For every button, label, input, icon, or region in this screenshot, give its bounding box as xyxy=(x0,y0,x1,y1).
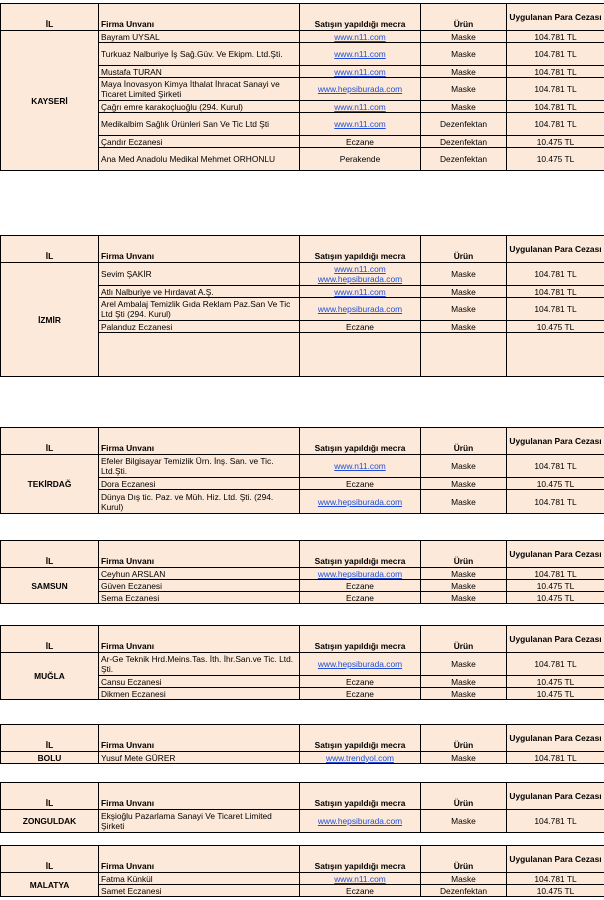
channel-text: Eczane xyxy=(346,136,374,147)
province-table xyxy=(0,845,604,897)
fine-amount: 10.475 TL xyxy=(507,688,604,700)
product: Maske xyxy=(421,66,507,78)
header-firma: Firma Unvanı xyxy=(99,236,300,263)
channel-text: Eczane xyxy=(346,676,374,687)
product: Maske xyxy=(421,592,507,604)
header-urun: Ürün xyxy=(421,626,507,653)
channel-link[interactable]: www.n11.com xyxy=(334,66,386,77)
fine-amount: 104.781 TL xyxy=(507,31,604,43)
product: Maske xyxy=(421,101,507,113)
channel-link[interactable]: www.n11.com xyxy=(334,101,386,112)
province-table xyxy=(0,724,604,764)
company-name: Çandır Eczanesi xyxy=(99,136,300,148)
sales-channel xyxy=(300,263,421,286)
company-name: Ceyhun ARSLAN xyxy=(99,568,300,580)
header-il: İL xyxy=(1,4,99,31)
header-urun: Ürün xyxy=(421,846,507,873)
sales-channel xyxy=(300,810,421,833)
header-urun: Ürün xyxy=(421,236,507,263)
company-name: Medikalbim Sağlık Ürünleri San Ve Tic Ltd Şti xyxy=(99,113,300,136)
header-il: İL xyxy=(1,626,99,653)
company-name: Maya İnovasyon Kimya İthalat İhracat Sanayi ve Ticaret Limited Şirketi xyxy=(99,78,300,101)
header-urun: Ürün xyxy=(421,4,507,31)
header-il: İL xyxy=(1,783,99,810)
sales-channel xyxy=(300,653,421,676)
product: Maske xyxy=(421,653,507,676)
product: Maske xyxy=(421,580,507,592)
header-ceza: Uygulanan Para Cezası xyxy=(507,4,604,31)
header-row xyxy=(1,626,604,653)
product: Maske xyxy=(421,490,507,514)
product: Dezenfektan xyxy=(421,136,507,148)
sales-channel xyxy=(300,568,421,580)
company-name: Dünya Dış tic. Paz. ve Müh. Hiz. Ltd. Şti. (294. Kurul) xyxy=(99,490,300,514)
product xyxy=(421,333,507,377)
product: Maske xyxy=(421,78,507,101)
province-name: ZONGULDAK xyxy=(1,810,99,833)
company-name: Fatma Künkül xyxy=(99,873,300,885)
fine-amount: 104.781 TL xyxy=(507,653,604,676)
header-ceza: Uygulanan Para Cezası xyxy=(507,236,604,263)
channel-text: Eczane xyxy=(346,592,374,603)
province-name: KAYSERİ xyxy=(1,31,99,171)
fine-amount: 10.475 TL xyxy=(507,321,604,333)
product: Dezenfektan xyxy=(421,113,507,136)
channel-link[interactable]: www.hepsiburada.com xyxy=(317,496,403,507)
company-name: Sema Eczanesi xyxy=(99,592,300,604)
company-name: Ana Med Anadolu Medikal Mehmet ORHONLU xyxy=(99,148,300,171)
sales-channel xyxy=(300,148,421,171)
province-table xyxy=(0,235,604,377)
table-row xyxy=(1,810,604,833)
company-name: Palanduz Eczanesi xyxy=(99,321,300,333)
province-name: SAMSUN xyxy=(1,568,99,604)
channel-text: Eczane xyxy=(346,885,374,896)
sales-channel xyxy=(300,676,421,688)
company-name xyxy=(99,333,300,377)
province-table xyxy=(0,3,604,171)
company-name: Mustafa TURAN xyxy=(99,66,300,78)
sales-channel xyxy=(300,136,421,148)
fine-amount: 10.475 TL xyxy=(507,478,604,490)
fine-amount: 104.781 TL xyxy=(507,43,604,66)
channel-link[interactable]: www.n11.com xyxy=(334,873,386,884)
header-il: İL xyxy=(1,541,99,568)
header-urun: Ürün xyxy=(421,725,507,752)
header-row xyxy=(1,541,604,568)
product: Maske xyxy=(421,676,507,688)
channel-link[interactable]: www.n11.com xyxy=(334,461,386,471)
product: Maske xyxy=(421,810,507,833)
table-row xyxy=(1,873,604,885)
province-name: MALATYA xyxy=(1,873,99,897)
sales-channel xyxy=(300,580,421,592)
product: Maske xyxy=(421,298,507,321)
header-ceza: Uygulanan Para Cezası xyxy=(507,783,604,810)
channel-link[interactable]: www.n11.com xyxy=(334,119,386,129)
channel-text: Eczane xyxy=(346,321,374,332)
sales-channel xyxy=(300,333,421,377)
table-row xyxy=(1,752,604,764)
company-name: Yusuf Mete GÜRER xyxy=(99,752,300,764)
company-name: Çağrı emre karakoçluoğlu (294. Kurul) xyxy=(99,101,300,113)
fine-amount: 104.781 TL xyxy=(507,298,604,321)
header-urun: Ürün xyxy=(421,428,507,455)
sales-channel xyxy=(300,321,421,333)
fine-amount: 104.781 TL xyxy=(507,810,604,833)
header-mecra: Satışın yapıldığı mecra xyxy=(300,4,421,31)
fine-amount: 104.781 TL xyxy=(507,752,604,764)
product: Dezenfektan xyxy=(421,148,507,171)
sales-channel xyxy=(300,66,421,78)
product: Maske xyxy=(421,455,507,478)
header-row xyxy=(1,783,604,810)
province-name: BOLU xyxy=(1,752,99,764)
header-row xyxy=(1,725,604,752)
sales-channel xyxy=(300,490,421,514)
table-row xyxy=(1,263,604,286)
sales-channel xyxy=(300,592,421,604)
header-il: İL xyxy=(1,236,99,263)
sales-channel xyxy=(300,31,421,43)
product: Maske xyxy=(421,873,507,885)
header-mecra: Satışın yapıldığı mecra xyxy=(300,626,421,653)
sales-channel xyxy=(300,78,421,101)
company-name: Efeler Bilgisayar Temizlik Ürn. İnş. San. ve Tic. Ltd.Şti. xyxy=(99,455,300,478)
product: Maske xyxy=(421,568,507,580)
header-ceza: Uygulanan Para Cezası xyxy=(507,725,604,752)
fine-amount: 10.475 TL xyxy=(507,676,604,688)
fine-amount: 104.781 TL xyxy=(507,101,604,113)
company-name: Güven Eczanesi xyxy=(99,580,300,592)
sales-channel xyxy=(300,478,421,490)
company-name: Ekşioğlu Pazarlama Sanayi Ve Ticaret Limited Şirketi xyxy=(99,810,300,833)
sales-channel xyxy=(300,298,421,321)
header-il: İL xyxy=(1,428,99,455)
company-name: Dora Eczanesi xyxy=(99,478,300,490)
channel-link[interactable]: www.hepsiburada.com xyxy=(317,659,403,669)
sales-channel xyxy=(300,113,421,136)
header-mecra: Satışın yapıldığı mecra xyxy=(300,783,421,810)
product: Maske xyxy=(421,286,507,298)
table-row xyxy=(1,568,604,580)
company-name: Sevim ŞAKİR xyxy=(99,263,300,286)
province-name: TEKİRDAĞ xyxy=(1,455,99,514)
product: Maske xyxy=(421,478,507,490)
product: Maske xyxy=(421,688,507,700)
channel-text: Perakende xyxy=(339,154,381,164)
channel-link[interactable]: www.hepsiburada.com xyxy=(317,84,403,94)
channel-link[interactable]: www.trendyol.com xyxy=(326,752,394,763)
header-mecra: Satışın yapıldığı mecra xyxy=(300,236,421,263)
header-mecra: Satışın yapıldığı mecra xyxy=(300,428,421,455)
channel-link[interactable]: www.hepsiburada.com xyxy=(317,274,403,284)
header-ceza: Uygulanan Para Cezası xyxy=(507,428,604,455)
company-name: Bayram UYSAL xyxy=(99,31,300,43)
channel-link[interactable]: www.hepsiburada.com xyxy=(317,304,403,314)
channel-link[interactable]: www.n11.com xyxy=(334,31,386,42)
sales-channel xyxy=(300,873,421,885)
header-row xyxy=(1,4,604,31)
product: Dezenfektan xyxy=(421,885,507,897)
company-name: Dikmen Eczanesi xyxy=(99,688,300,700)
table-row xyxy=(1,31,604,43)
header-firma: Firma Unvanı xyxy=(99,846,300,873)
channel-text: Eczane xyxy=(346,688,374,699)
channel-text: Eczane xyxy=(346,580,374,591)
province-table xyxy=(0,540,604,604)
header-ceza: Uygulanan Para Cezası xyxy=(507,541,604,568)
sales-channel xyxy=(300,688,421,700)
province-table xyxy=(0,427,604,514)
header-ceza: Uygulanan Para Cezası xyxy=(507,846,604,873)
fine-amount: 104.781 TL xyxy=(507,286,604,298)
product: Maske xyxy=(421,321,507,333)
header-row xyxy=(1,236,604,263)
company-name: Arel Ambalaj Temizlik Gıda Reklam Paz.San Ve Tic Ltd Şti (294. Kurul) xyxy=(99,298,300,321)
company-name: Cansu Eczanesi xyxy=(99,676,300,688)
channel-link[interactable]: www.n11.com xyxy=(334,49,386,59)
header-row xyxy=(1,428,604,455)
header-firma: Firma Unvanı xyxy=(99,4,300,31)
fine-amount: 10.475 TL xyxy=(507,136,604,148)
company-name: Turkuaz Nalburiye İş Sağ.Güv. Ve Ekipm. Ltd.Şti. xyxy=(99,43,300,66)
fine-amount: 104.781 TL xyxy=(507,490,604,514)
product: Maske xyxy=(421,752,507,764)
fine-amount: 104.781 TL xyxy=(507,568,604,580)
header-il: İL xyxy=(1,846,99,873)
product: Maske xyxy=(421,263,507,286)
fine-amount xyxy=(507,333,604,377)
fine-amount: 104.781 TL xyxy=(507,66,604,78)
product: Maske xyxy=(421,43,507,66)
fine-amount: 10.475 TL xyxy=(507,148,604,171)
channel-link[interactable]: www.hepsiburada.com xyxy=(317,816,403,826)
sales-channel xyxy=(300,43,421,66)
header-firma: Firma Unvanı xyxy=(99,783,300,810)
header-firma: Firma Unvanı xyxy=(99,541,300,568)
channel-link[interactable]: www.hepsiburada.com xyxy=(317,568,403,579)
fine-amount: 104.781 TL xyxy=(507,455,604,478)
header-ceza: Uygulanan Para Cezası xyxy=(507,626,604,653)
header-firma: Firma Unvanı xyxy=(99,725,300,752)
sales-channel xyxy=(300,455,421,478)
sales-channel xyxy=(300,101,421,113)
header-row xyxy=(1,846,604,873)
table-row xyxy=(1,455,604,478)
header-firma: Firma Unvanı xyxy=(99,428,300,455)
province-table xyxy=(0,782,604,833)
channel-link[interactable]: www.n11.com xyxy=(334,286,386,297)
fine-amount: 10.475 TL xyxy=(507,885,604,897)
fine-amount: 104.781 TL xyxy=(507,113,604,136)
province-table xyxy=(0,625,604,700)
table-row xyxy=(1,653,604,676)
header-mecra: Satışın yapıldığı mecra xyxy=(300,541,421,568)
province-name: MUĞLA xyxy=(1,653,99,700)
province-name: İZMİR xyxy=(1,263,99,377)
header-firma: Firma Unvanı xyxy=(99,626,300,653)
fine-amount: 104.781 TL xyxy=(507,263,604,286)
header-urun: Ürün xyxy=(421,783,507,810)
header-urun: Ürün xyxy=(421,541,507,568)
product: Maske xyxy=(421,31,507,43)
company-name: Atlı Nalburiye ve Hırdavat A.Ş. xyxy=(99,286,300,298)
company-name: Ar-Ge Teknik Hrd.Meins.Tas. İth. İhr.San.ve Tic. Ltd. Şti. xyxy=(99,653,300,676)
channel-text: Eczane xyxy=(346,478,374,489)
fine-amount: 10.475 TL xyxy=(507,592,604,604)
sales-channel xyxy=(300,752,421,764)
channel-link[interactable]: www.n11.com xyxy=(334,264,386,274)
sales-channel xyxy=(300,885,421,897)
company-name: Samet Eczanesi xyxy=(99,885,300,897)
header-mecra: Satışın yapıldığı mecra xyxy=(300,846,421,873)
fine-amount: 104.781 TL xyxy=(507,873,604,885)
sales-channel xyxy=(300,286,421,298)
fine-amount: 104.781 TL xyxy=(507,78,604,101)
fine-amount: 10.475 TL xyxy=(507,580,604,592)
header-il: İL xyxy=(1,725,99,752)
header-mecra: Satışın yapıldığı mecra xyxy=(300,725,421,752)
